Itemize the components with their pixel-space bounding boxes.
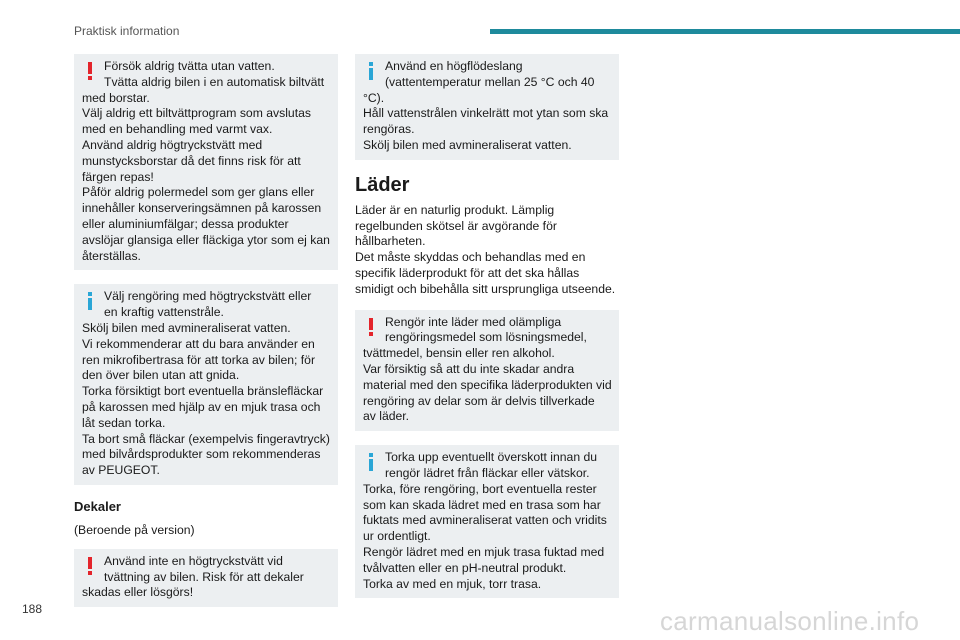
section-heading-leather: Läder	[355, 173, 410, 196]
text-line: låt sedan torka.	[82, 415, 166, 430]
text-line: Välj rengöring med högtryckstvätt eller	[104, 289, 312, 304]
text-line: tvålvatten eller en pH-neutral produkt.	[363, 560, 567, 575]
text-line: °C).	[363, 90, 385, 105]
info-icon	[365, 62, 377, 80]
right-column	[355, 54, 619, 612]
text-line: Välj aldrig ett biltvättprogram som avslutas	[82, 106, 311, 121]
text-line: Torka, före rengöring, bort eventuella rester	[363, 481, 597, 496]
text-line: som kan skada lädret med en trasa som har	[363, 497, 601, 512]
left-column	[74, 54, 338, 621]
text-line: Det måste skyddas och behandlas med en	[355, 250, 586, 265]
leather-paragraph	[355, 203, 619, 298]
text-line: regelbunden skötsel är avgörande för	[355, 218, 557, 233]
text-line: material med den specifika läderprodukten vid	[363, 377, 612, 392]
page-number: 188	[22, 602, 43, 616]
header-accent-bar	[490, 29, 960, 34]
text-line: innehåller konserveringsämnen på karossen	[82, 201, 322, 216]
text-line: skadas eller lösgörs!	[82, 585, 194, 600]
warning-box-leather-cleaning	[355, 310, 619, 432]
info-box-high-pressure	[74, 284, 338, 485]
text-line: färgen repas!	[82, 169, 154, 184]
text-line: fuktats med avmineraliserat vatten och vridits	[363, 513, 607, 528]
text-line: Använd aldrig högtryckstvätt med	[82, 137, 263, 152]
text-line: (vattentemperatur mellan 25 °C och 40	[385, 74, 595, 89]
text-line: Tvätta aldrig bilen i en automatisk biltvätt	[104, 74, 325, 89]
text-line: ren mikrofibertrasa för att torka av bilen; för	[82, 352, 316, 367]
text-line: en kraftig vattenstråle.	[104, 305, 224, 320]
text-line: på karossen med hjälp av en mjuk trasa och	[82, 399, 321, 414]
text-line: hållbarheten.	[355, 234, 426, 249]
text-line: tvättmedel, bensin eller ren alkohol.	[363, 346, 555, 361]
text-line: rengöringsmedel som lösningsmedel,	[385, 330, 587, 345]
text-line: tvättning av bilen. Risk för att dekaler	[104, 569, 304, 584]
text-line: Torka försiktigt bort eventuella bränslefläckar	[82, 384, 324, 399]
text-line: återställas.	[82, 248, 141, 263]
text-line: av läder.	[363, 409, 410, 424]
text-line: Rengör lädret med en mjuk trasa fuktad med	[363, 544, 605, 559]
info-icon	[84, 292, 96, 310]
info-box-hose	[355, 54, 619, 160]
warning-exclamation-icon	[365, 318, 377, 336]
text-line: ur ordentligt.	[363, 529, 431, 544]
text-line: rengöras.	[363, 122, 415, 137]
text-line: av PEUGEOT.	[82, 463, 160, 478]
text-line: Var försiktig så att du inte skadar andra	[363, 361, 575, 376]
text-line: Håll vattenstrålen vinkelrätt mot ytan som ska	[363, 106, 609, 121]
text-line: Ta bort små fläckar (exempelvis fingeravtryck)	[82, 431, 330, 446]
header-title: Praktisk information	[74, 24, 180, 38]
text-line: rengör lädret från fläckar eller vätskor.	[385, 465, 590, 480]
text-line: Skölj bilen med avmineraliserat vatten.	[363, 137, 572, 152]
text-line: med en behandling med varmt vax.	[82, 122, 273, 137]
text-line: Skölj bilen med avmineraliserat vatten.	[82, 320, 291, 335]
text-line: avslöjar glansiga eller fläckiga ytor som ej kan	[82, 232, 330, 247]
warning-exclamation-icon	[84, 62, 96, 80]
warning-exclamation-icon	[84, 557, 96, 575]
section-subheading-decals: Dekaler	[74, 498, 121, 514]
text-line: med bilvårdsprodukter som rekommenderas	[82, 447, 321, 462]
text-line: Torka upp eventuellt överskott innan du	[385, 450, 598, 465]
text-line: Vi rekommenderar att du bara använder en	[82, 336, 315, 351]
text-line: munstycksborstar då det finns risk för att	[82, 153, 301, 168]
text-line: eller aluminiumfälgar; dessa produkter	[82, 216, 289, 231]
info-box-leather-care	[355, 445, 619, 598]
text-line: den över bilen utan att gnida.	[82, 368, 240, 383]
text-line: Torka av med en mjuk, torr trasa.	[363, 576, 542, 591]
text-line: Påför aldrig polermedel som ger glans eller	[82, 185, 315, 200]
text-line: Försök aldrig tvätta utan vatten.	[104, 59, 275, 73]
text-line: rengöring av delar som är delvis tillverkade	[363, 393, 595, 408]
warning-box-decals	[74, 549, 338, 607]
info-icon	[365, 453, 377, 471]
text-line: Rengör inte läder med olämpliga	[385, 314, 562, 329]
text-line: Använd en högflödeslang	[385, 59, 523, 73]
text-line: Använd inte en högtryckstvätt vid	[104, 553, 283, 568]
text-line: Läder är en naturlig produkt. Lämplig	[355, 202, 555, 217]
version-note: (Beroende på version)	[74, 522, 195, 537]
text-line: smidigt och bibehålla sitt ursprungliga utseende.	[355, 281, 616, 296]
text-line: med borstar.	[82, 90, 150, 105]
warning-box-washing	[74, 54, 338, 270]
watermark: carmanualsonline.info	[660, 606, 920, 636]
text-line: specifik läderprodukt för att det ska hållas	[355, 265, 580, 280]
